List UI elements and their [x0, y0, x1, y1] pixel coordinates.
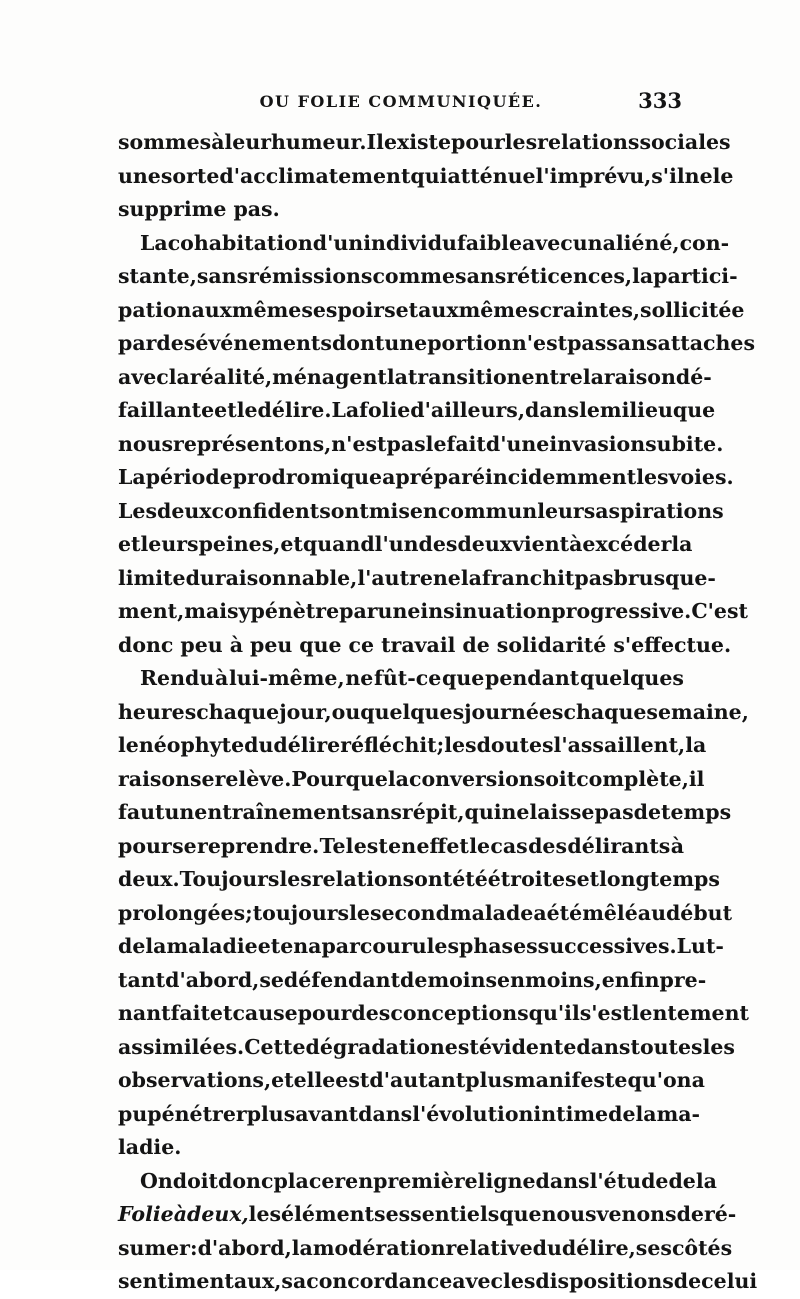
text-line: prolongées; toujours le second malade a été mêlé au début: [118, 900, 733, 925]
text-line: assimilées. Cette dégradation est évidente dans toutes les: [118, 1034, 735, 1059]
text-line: une sorte d'acclimatement qui atténue l'imprévu, s'il ne le: [118, 163, 734, 188]
text-line: nous représentons, n'est pas le fait d'une invasion subite.: [118, 431, 724, 456]
text-line: ment, mais y pénètre par une insinuation progressive. C'est: [118, 599, 748, 623]
text-line: stante, sans rémissions comme sans réticences, la partici-: [118, 264, 738, 288]
text-line: de la maladie et en a parcouru les phases successives. Lut-: [118, 934, 724, 958]
text-line: pour se reprendre. Tel est en effet le cas des délirants à: [118, 833, 684, 858]
text-line: La période prodromique a préparé incidemment les voies.: [118, 465, 734, 489]
text-line: pation aux mêmes espoirs et aux mêmes craintes, sollicitée: [118, 297, 745, 322]
body-text: [118, 126, 758, 1299]
text-line: heures chaque jour, ou quelques journées chaque semaine,: [118, 699, 749, 724]
text-line: sumer : d'abord, la modération relative du délire, ses côtés: [118, 1235, 733, 1260]
text-line: deux. Toujours les relations ont été étroites et longtemps: [118, 867, 720, 891]
text-line: supprime pas.: [118, 197, 280, 221]
text-line: le néophyte du délire réfléchit; les doutes l'assaillent, la: [118, 733, 707, 757]
page-number: 333: [638, 88, 682, 113]
text-line: avec la réalité, ménagent la transition entre la raison dé-: [118, 364, 712, 389]
text-line: nant fait et cause pour des conceptions qu'il s'est lentement: [118, 1001, 749, 1025]
text-line: sentimentaux, sa concordance avec les dispositions de celui: [118, 1269, 758, 1293]
text-line: par des événements dont une portion n'est pas sans attaches: [118, 331, 756, 355]
text-line: donc peu à peu que ce travail de solidarité s'effectue.: [118, 632, 732, 657]
text-line: Les deux confidents ont mis en commun leurs aspirations: [118, 498, 724, 523]
text-line: observations, et elle est d'autant plus manifeste qu'on a: [118, 1068, 705, 1092]
text-line: et leurs peines, et quand l'un des deux vient à excéder la: [118, 532, 693, 556]
text-line: ladie.: [118, 1135, 182, 1159]
text-line: tant d'abord, se défendant de moins en moins, enfin pre-: [118, 967, 707, 992]
running-title: OU FOLIE COMMUNIQUÉE.: [259, 92, 543, 111]
text-line: limite du raisonnable, l'autre ne la franchit pas brusque-: [118, 565, 716, 590]
text-line: Rendu à lui-même, ne fût-ce que pendant quelques: [140, 666, 684, 690]
text-line: La cohabitation d'un individu faible avec un aliéné, con-: [140, 230, 730, 255]
text-line: faillante et le délire. La folie d'ailleurs, dans le milieu que: [118, 398, 716, 422]
running-head: [120, 88, 682, 120]
text-line: raison se relève. Pour que la conversion soit complète, il: [118, 766, 705, 791]
text-line: faut un entraînement sans répit, qui ne laisse pas de temps: [118, 800, 732, 824]
text-line: sommes à leur humeur. Il existe pour les relations sociales: [118, 130, 731, 154]
text-line: Folie à deux, les éléments essentiels que nous venons de ré-: [118, 1202, 737, 1226]
text-line: pu pénétrer plus avant dans l'évolution intime de la ma-: [118, 1101, 701, 1126]
text-line: On doit donc placer en première ligne dans l'étude de la: [140, 1168, 717, 1193]
